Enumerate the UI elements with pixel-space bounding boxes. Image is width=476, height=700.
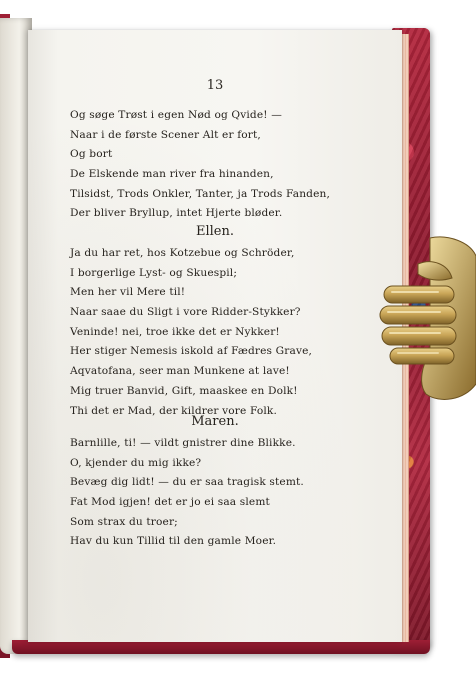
- stanza-3: [70, 434, 370, 552]
- verse-line: Fat Mod igjen! det er jo ei saa slemt: [70, 496, 270, 509]
- verse-line: Mig truer Banvid, Gift, maaskee en Dolk!: [70, 384, 298, 397]
- verse-line: Og bort: [70, 148, 113, 161]
- verse-line: Og søge Trøst i egen Nød og Qvide! —: [70, 109, 282, 121]
- stanza-1: [70, 106, 370, 224]
- verse-line: Veninde! nei, troe ikke det er Nykker!: [70, 325, 280, 338]
- verse-line: Men her vil Mere til!: [70, 286, 186, 299]
- speaker-heading-ellen: Ellen.: [195, 224, 234, 239]
- verse-line: I borgerlige Lyst- og Skuespil;: [70, 266, 238, 279]
- brass-hand-clip-icon: [378, 234, 476, 404]
- verse-line: Tilsidst, Trods Onkler, Tanter, ja Trods Fanden,: [70, 187, 331, 200]
- verse-line: Aqvatofana, seer man Munkene at lave!: [70, 365, 290, 378]
- stanza-2: [70, 244, 370, 421]
- verse-line: Ja du har ret, hos Kotzebue og Schröder,: [70, 247, 295, 259]
- verse-line: Her stiger Nemesis iskold af Fædres Grave,: [70, 345, 313, 358]
- verse-line: Naar i de første Scener Alt er fort,: [70, 128, 261, 141]
- book-page: [28, 30, 402, 642]
- binding-bottom-edge: [12, 640, 430, 654]
- verse-line: O, kjender du mig ikke?: [70, 456, 202, 469]
- verse-line: Hav du kun Tillid til den gamle Moer.: [70, 535, 277, 548]
- verse-line: De Elskende man river fra hinanden,: [70, 168, 274, 181]
- verse-line: Som strax du troer;: [70, 515, 178, 528]
- verse-line: Naar saae du Sligt i vore Ridder-Stykker?: [70, 306, 301, 319]
- verse-line: Der bliver Bryllup, intet Hjerte bløder.: [70, 207, 283, 220]
- speaker-heading-maren: Maren.: [191, 414, 239, 429]
- verse-line: Thi det er Mad, der kildrer vore Folk.: [70, 404, 278, 417]
- verse-line: Bevæg dig lidt! — du er saa tragisk stemt.: [70, 476, 304, 489]
- verse-line: Barnlille, ti! — vildt gnistrer dine Blikke.: [70, 437, 296, 449]
- page-number: 13: [206, 78, 224, 93]
